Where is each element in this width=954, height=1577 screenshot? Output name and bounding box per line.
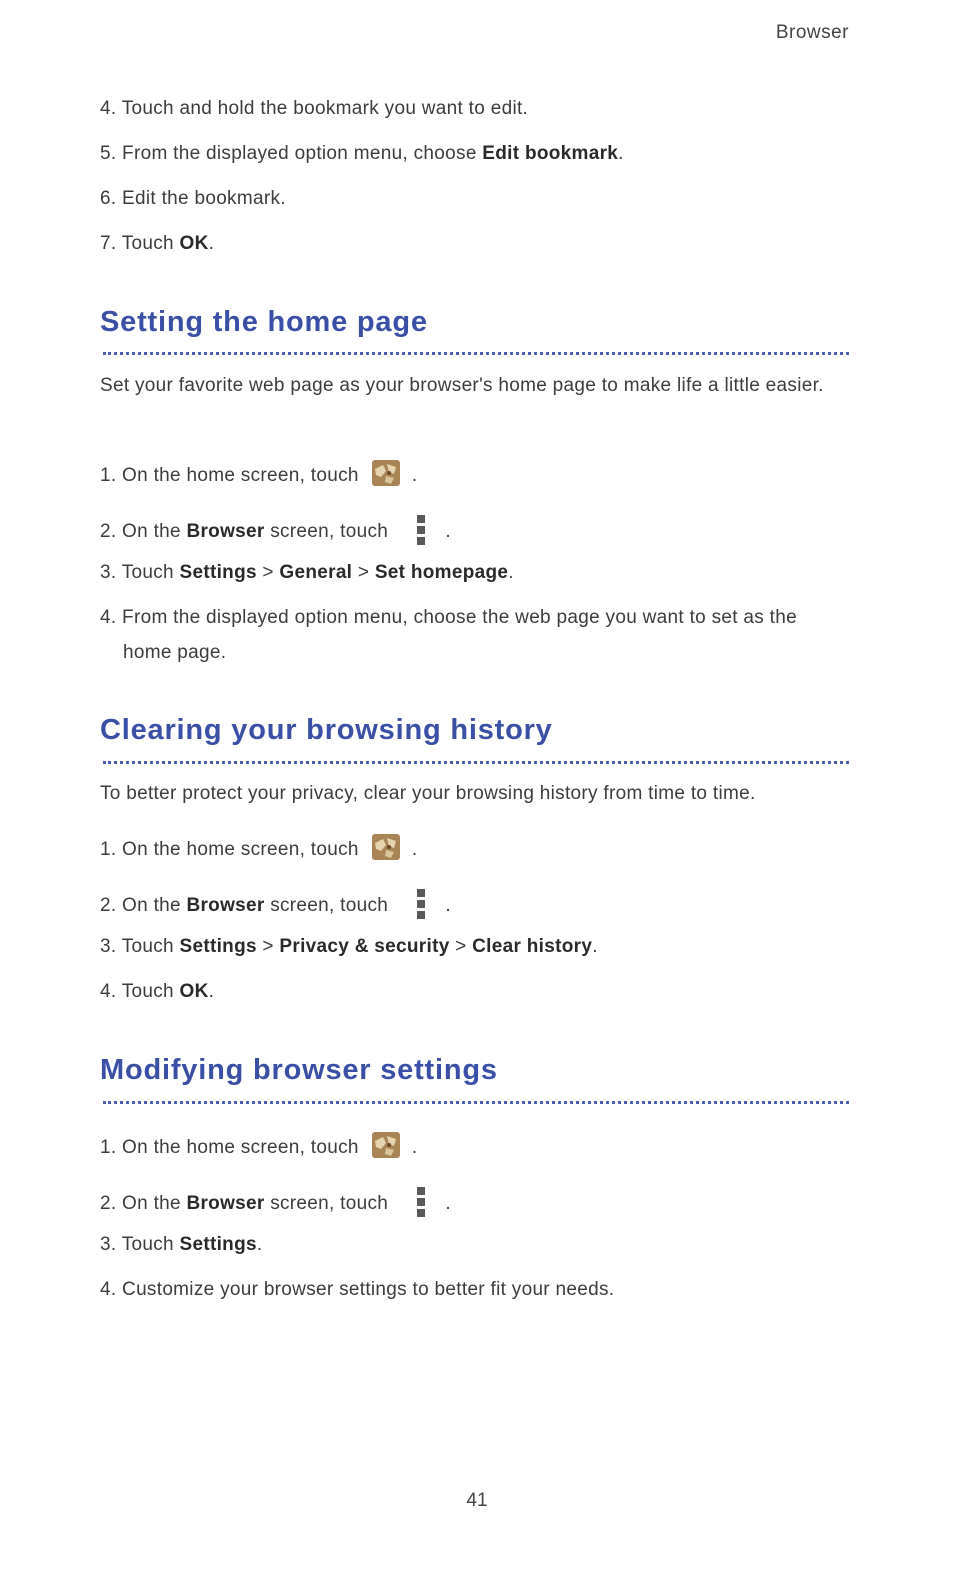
- browser-app-icon: [372, 834, 400, 860]
- section-divider: [103, 761, 849, 764]
- edit-step-6: 6. Edit the bookmark.: [100, 188, 286, 209]
- home-page-intro: Set your favorite web page as your browser's home page to make life a little easier.: [100, 375, 824, 396]
- section-heading-settings: Modifying browser settings: [100, 1054, 498, 1086]
- settings-step-1: 1. On the home screen, touch .: [100, 1132, 418, 1161]
- home-step-3: 3. Touch Settings > General > Set homepage.: [100, 562, 514, 583]
- section-divider: [103, 1101, 849, 1104]
- menu-icon: [416, 889, 426, 919]
- settings-step-3: 3. Touch Settings.: [100, 1234, 263, 1255]
- history-intro: To better protect your privacy, clear your browsing history from time to time.: [100, 783, 756, 804]
- home-step-4: 4. From the displayed option menu, choose the web page you want to set as the: [100, 607, 797, 628]
- home-step-2: 2. On the Browser screen, touch .: [100, 515, 451, 545]
- edit-step-7: 7. Touch OK.: [100, 233, 215, 254]
- edit-step-4: 4. Touch and hold the bookmark you want to edit.: [100, 98, 529, 119]
- section-heading-home-page: Setting the home page: [100, 306, 428, 338]
- browser-app-icon: [372, 1132, 400, 1158]
- settings-step-2: 2. On the Browser screen, touch .: [100, 1187, 451, 1217]
- history-step-2: 2. On the Browser screen, touch .: [100, 889, 451, 919]
- history-step-1: 1. On the home screen, touch .: [100, 834, 418, 863]
- running-header: Browser: [775, 22, 849, 43]
- home-step-4-continued: home page.: [123, 642, 227, 663]
- page-number: 41: [466, 1490, 488, 1511]
- menu-icon: [416, 1187, 426, 1217]
- menu-icon: [416, 515, 426, 545]
- section-heading-history: Clearing your browsing history: [100, 714, 553, 746]
- home-step-1: 1. On the home screen, touch .: [100, 460, 418, 489]
- history-step-4: 4. Touch OK.: [100, 981, 215, 1002]
- history-step-3: 3. Touch Settings > Privacy & security > Clear history.: [100, 936, 598, 957]
- browser-app-icon: [372, 460, 400, 486]
- settings-step-4: 4. Customize your browser settings to better fit your needs.: [100, 1279, 615, 1300]
- section-divider: [103, 352, 849, 355]
- edit-step-5: 5. From the displayed option menu, choose Edit bookmark.: [100, 143, 624, 164]
